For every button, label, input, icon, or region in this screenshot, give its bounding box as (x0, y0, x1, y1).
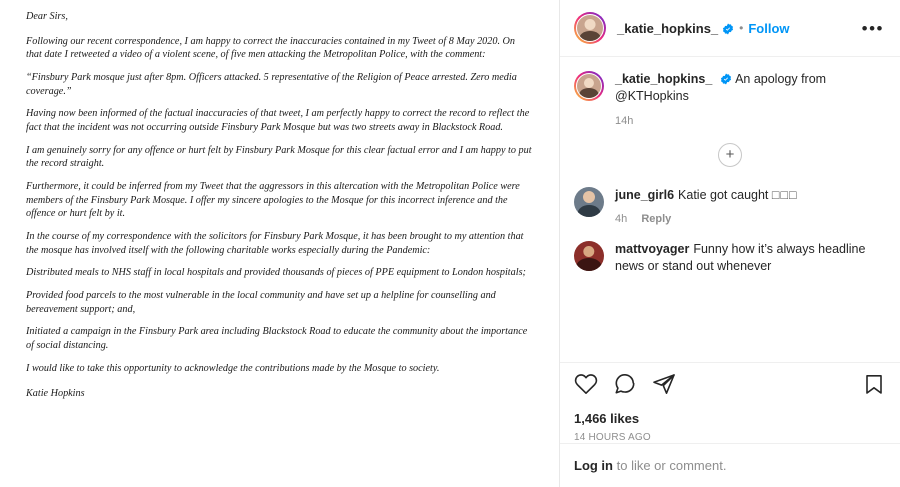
letter-paragraph: Furthermore, it could be inferred from my Tweet that the aggressors in this altercation with the Metropolitan Police were members of the Finsbury Park Mosque. I offer my sincere apologies to the Mosque for this incorrect inference and the offence or hurt felt by it. (26, 181, 520, 220)
letter-paragraph: I am genuinely sorry for any offence or hurt felt by Finsbury Park Mosque for this clear factual error and I am happy to put the record straight. (26, 144, 532, 170)
letter-paragraph: Dear Sirs, (26, 11, 68, 22)
comment-text: Funny how it’s always headline news or stand out whenever (615, 242, 866, 274)
comment-body (615, 241, 886, 276)
commenter-avatar[interactable] (574, 241, 604, 271)
comment-text: Katie got caught (678, 187, 769, 202)
letter-body (26, 10, 533, 401)
action-icon-row (574, 372, 886, 401)
avatar[interactable] (574, 12, 606, 44)
comment-meta (615, 212, 886, 227)
caption-meta (615, 114, 886, 129)
comment-username[interactable]: mattvoyager (615, 242, 690, 257)
comment-body (615, 187, 886, 227)
login-link[interactable]: Log in (574, 458, 613, 473)
letter-paragraph: Following our recent correspondence, I am happy to correct the inaccuracies contained in my Tweet of 8 May 2020. On that date I retweeted a video of a violent scene, of five men attacking the Metropolitan Police, with the comment: (26, 35, 515, 61)
avatar-image (576, 14, 604, 42)
commenter-avatar[interactable] (574, 187, 604, 217)
list-item (574, 241, 886, 276)
comments-list[interactable] (560, 57, 900, 362)
comment-time: 4h (615, 212, 628, 225)
comment-emoji: □□□ (771, 187, 798, 202)
comment-bubble-icon[interactable] (613, 372, 637, 401)
bookmark-icon[interactable] (862, 372, 886, 401)
login-prompt-text: to like or comment. (613, 458, 727, 473)
post-header (560, 0, 900, 57)
post-actions (560, 362, 900, 443)
letter-paragraph: Provided food parcels to the most vulnerable in the local community and have set up a helpline for counselling and bereavement support; and, (26, 290, 496, 315)
more-options-icon[interactable]: ••• (861, 18, 884, 38)
avatar[interactable] (574, 71, 604, 101)
caption-time: 14h (615, 114, 634, 127)
post-caption (574, 71, 886, 129)
heart-icon[interactable] (574, 372, 598, 401)
header-separator: • (739, 21, 744, 35)
letter-paragraph: In the course of my correspondence with the solicitors for Finsbury Park Mosque, it has been brought to my attention that the mosque has involved itself with the following charitable works especially during the Pandemic: (26, 231, 524, 256)
login-prompt (560, 443, 900, 487)
verified-badge-icon (720, 73, 732, 85)
follow-button[interactable]: Follow (748, 20, 790, 36)
reply-button[interactable]: Reply (641, 212, 672, 225)
load-more-comments-row (574, 143, 886, 167)
caption-text: An apology from @KTHopkins (615, 72, 827, 104)
share-paper-plane-icon[interactable] (652, 372, 676, 401)
like-count: 1,466 likes (574, 411, 640, 426)
letter-signature: Katie Hopkins (26, 388, 85, 400)
header-username[interactable]: _katie_hopkins_ (617, 20, 719, 36)
letter-paragraph: “Finsbury Park mosque just after 8pm. Officers attacked. 5 representative of the Religion of Peace arrested. Zero media coverage.” (26, 72, 517, 97)
caption-username[interactable]: _katie_hopkins_ (615, 72, 713, 86)
letter-paragraph: I would like to take this opportunity to acknowledge the contributions made by the Mosque to society. (26, 362, 440, 374)
avatar-image (576, 73, 602, 99)
verified-badge-icon (722, 22, 734, 34)
caption-body (615, 71, 886, 129)
post-sidebar (560, 0, 900, 487)
plus-icon[interactable]: + (718, 143, 742, 167)
comment-username[interactable]: june_girl6 (615, 187, 675, 202)
list-item (574, 187, 886, 227)
letter-paragraph: Distributed meals to NHS staff in local hospitals and provided thousands of pieces of PPE equipment to London hospitals; (26, 267, 526, 279)
letter-paragraph: Initiated a campaign in the Finsbury Park area including Blackstock Road to educate the community about the importance of social distancing. (26, 326, 528, 352)
post-timestamp: 14 HOURS AGO (574, 432, 651, 443)
letter-paragraph: Having now been informed of the factual inaccuracies of that tweet, I am perfectly happy to correct the record to reflect the fact that the incident was not occurring outside Finsbury Park Mosque but was two streets away in Blackstock Road. (26, 108, 530, 134)
